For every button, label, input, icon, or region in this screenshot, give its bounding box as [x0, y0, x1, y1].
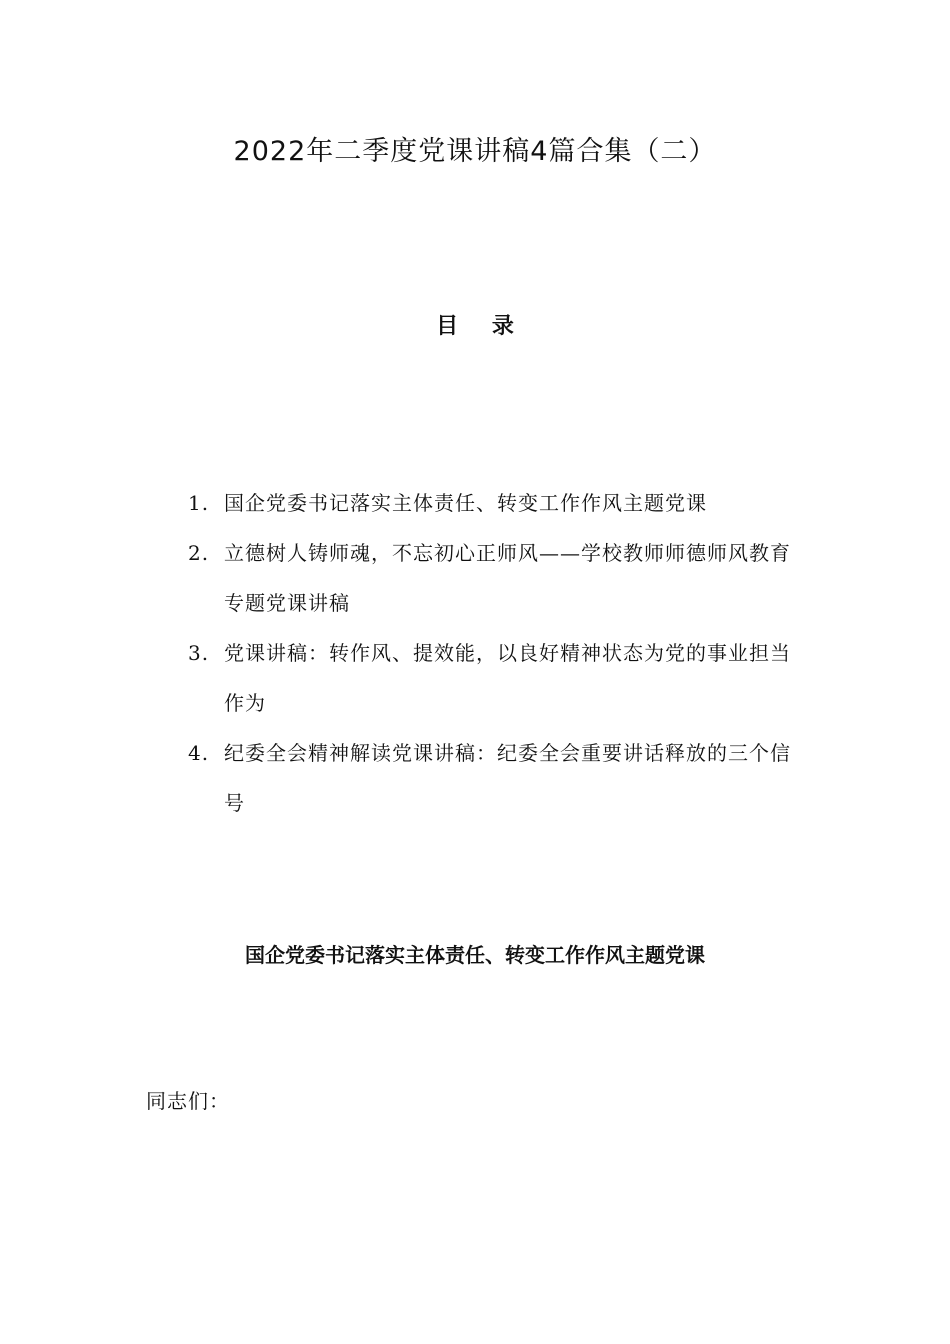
toc-item-text: 党课讲稿：转作风、提效能，以良好精神状态为党的事业担当作为: [224, 641, 791, 715]
table-of-contents: [188, 478, 808, 828]
toc-item-number: 3.: [188, 641, 210, 665]
toc-item: [188, 628, 808, 728]
document-title: 2022年二季度党课讲稿4篇合集（二）: [233, 136, 717, 167]
toc-item: [188, 528, 808, 628]
toc-item-number: 2.: [188, 541, 210, 565]
section-title: 国企党委书记落实主体责任、转变工作作风主题党课: [245, 943, 705, 967]
salutation: 同志们：: [146, 1089, 230, 1113]
toc-item-text: 纪委全会精神解读党课讲稿：纪委全会重要讲话释放的三个信号: [224, 741, 791, 815]
toc-item-number: 1.: [188, 491, 210, 515]
toc-item-text: 立德树人铸师魂，不忘初心正师风——学校教师师德师风教育专题党课讲稿: [224, 541, 791, 615]
toc-heading: 目 录: [436, 314, 514, 339]
toc-item-number: 4.: [188, 741, 210, 765]
toc-item: [188, 478, 808, 528]
toc-item: [188, 728, 808, 828]
toc-item-text: 国企党委书记落实主体责任、转变工作作风主题党课: [224, 491, 707, 515]
